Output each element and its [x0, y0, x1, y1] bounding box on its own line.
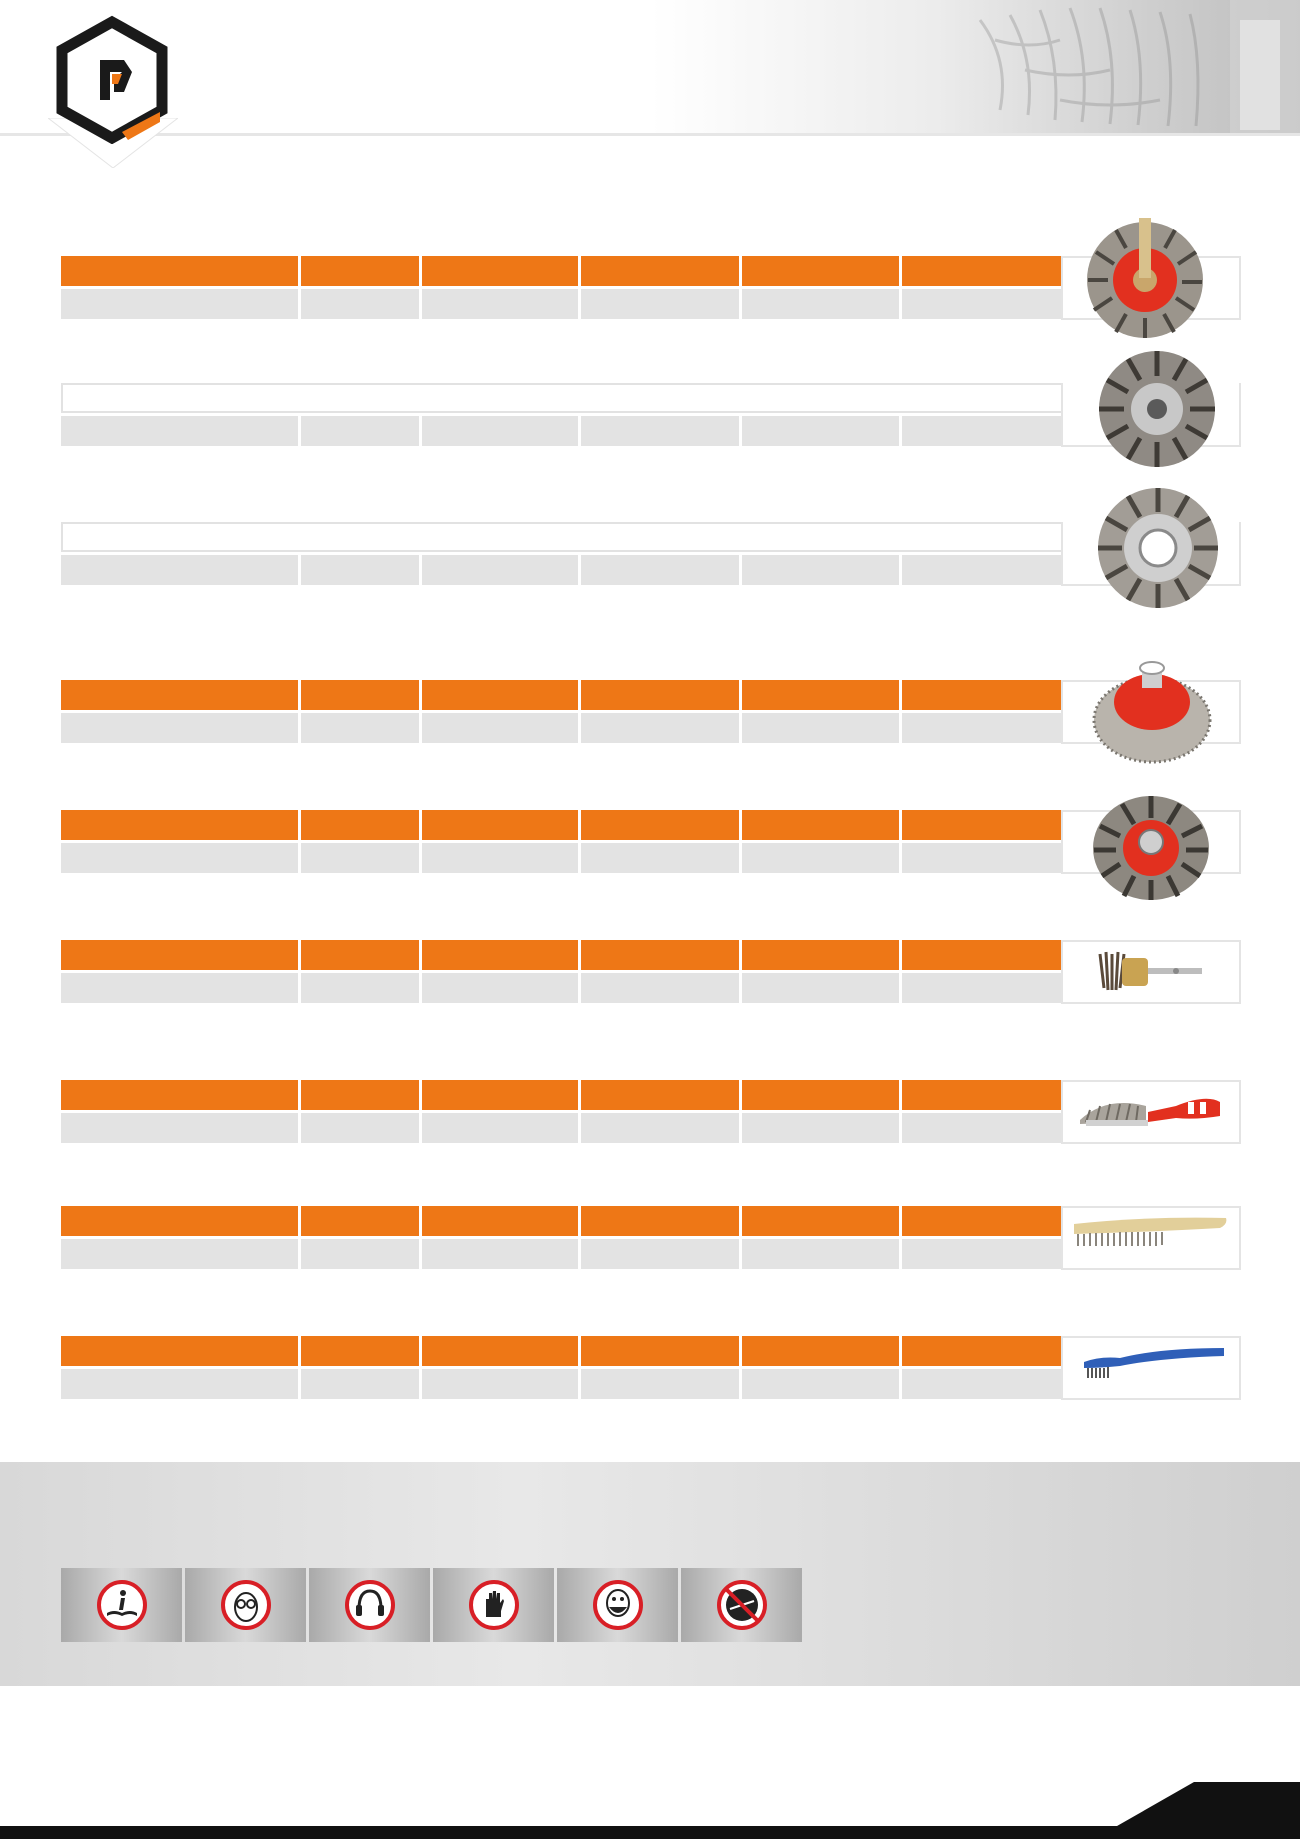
table-cell	[422, 1239, 579, 1269]
table-cell	[422, 843, 579, 873]
table-cell	[61, 843, 298, 873]
header-cell	[422, 1206, 579, 1236]
table-cell	[742, 713, 900, 743]
safety-cell	[61, 1568, 182, 1642]
header-brush-photo	[940, 0, 1300, 134]
header-cell	[422, 1336, 579, 1366]
table-cell	[301, 713, 419, 743]
table-cell	[581, 1369, 739, 1399]
table-cell	[61, 973, 298, 1003]
safety-cell	[557, 1568, 678, 1642]
safety-cell	[185, 1568, 306, 1642]
table-row	[61, 1113, 1061, 1143]
header-cell	[742, 1206, 900, 1236]
table-cell	[61, 416, 298, 446]
table-cell	[742, 416, 900, 446]
table-row	[61, 713, 1061, 743]
no-damaged-disc-icon	[716, 1579, 768, 1631]
table-header-row	[61, 1080, 1061, 1110]
header-cell	[581, 1336, 739, 1366]
header-cell	[902, 680, 1061, 710]
header-cell	[581, 1080, 739, 1110]
header-cell	[301, 1080, 419, 1110]
header-cell	[742, 680, 900, 710]
table-header-row	[61, 256, 1061, 286]
header-cell	[61, 940, 298, 970]
header-cell	[742, 810, 900, 840]
table-cell	[742, 1113, 900, 1143]
table-cell	[742, 973, 900, 1003]
table-cell	[422, 555, 579, 585]
table-header-row	[61, 810, 1061, 840]
table-cell	[301, 289, 419, 319]
table-row	[61, 289, 1061, 319]
header-cell	[301, 256, 419, 286]
safety-cell	[309, 1568, 430, 1642]
table-row	[61, 1369, 1061, 1399]
twisted-knot-bevel-brush-icon[interactable]	[1088, 790, 1214, 904]
table-cell	[422, 1369, 579, 1399]
table-cell	[61, 555, 298, 585]
read-instructions-icon	[96, 1579, 148, 1631]
table-row	[61, 555, 1061, 585]
header-cell	[581, 256, 739, 286]
header-cell	[301, 1336, 419, 1366]
header-cell	[301, 680, 419, 710]
table-cell	[581, 289, 739, 319]
product-table-1	[61, 256, 1241, 320]
wear-ear-protection-icon	[344, 1579, 396, 1631]
table-cell	[61, 1239, 298, 1269]
table-cell	[61, 1113, 298, 1143]
header-cell	[422, 940, 579, 970]
header-cell	[581, 1206, 739, 1236]
table-cell	[301, 555, 419, 585]
header-cell	[902, 940, 1061, 970]
table-cell	[422, 713, 579, 743]
product-table-8	[61, 1206, 1241, 1270]
table-cell	[581, 416, 739, 446]
product-table-2	[61, 383, 1241, 447]
crimped-bevel-brush-icon[interactable]	[1090, 658, 1214, 766]
header-cell	[422, 810, 579, 840]
product-table-9	[61, 1336, 1241, 1400]
page-header	[0, 0, 1300, 136]
header-cell	[301, 940, 419, 970]
table-cell	[742, 1239, 900, 1269]
table-cell	[581, 973, 739, 1003]
hand-wire-brush-wooden-handle-icon[interactable]	[1070, 1212, 1230, 1252]
table-header-row	[61, 940, 1061, 970]
table-row	[61, 1239, 1061, 1269]
table-row	[61, 973, 1061, 1003]
footer-wedge	[1110, 1780, 1300, 1830]
table-cell	[301, 416, 419, 446]
header-cell	[422, 1080, 579, 1110]
header-cell	[581, 940, 739, 970]
header-cell	[301, 810, 419, 840]
table-row	[61, 416, 1061, 446]
product-table-3	[61, 522, 1241, 586]
header-cell	[902, 256, 1061, 286]
header-cell	[742, 1080, 900, 1110]
table-cell	[742, 1369, 900, 1399]
table-cell	[422, 289, 579, 319]
table-cell	[902, 713, 1061, 743]
header-cell	[422, 680, 579, 710]
table-header-row	[61, 1206, 1061, 1236]
table-cell	[902, 1369, 1061, 1399]
header-cell	[742, 1336, 900, 1366]
wear-gloves-icon	[468, 1579, 520, 1631]
table-cell	[61, 1369, 298, 1399]
table-cell	[301, 1369, 419, 1399]
product-table-6	[61, 940, 1241, 1004]
header-cell	[581, 810, 739, 840]
wear-mask-icon	[592, 1579, 644, 1631]
table-cell	[902, 1239, 1061, 1269]
table-cell	[61, 289, 298, 319]
table-cell	[742, 289, 900, 319]
header-cell	[742, 256, 900, 286]
header-cell	[581, 680, 739, 710]
safety-cell	[681, 1568, 802, 1642]
safety-cell	[433, 1568, 554, 1642]
table-cell	[422, 416, 579, 446]
header-cell	[422, 256, 579, 286]
twisted-knot-wheel-brush-large-bore-icon[interactable]	[1094, 484, 1222, 612]
table-cell	[581, 1113, 739, 1143]
header-cell	[61, 1080, 298, 1110]
table-cell	[902, 843, 1061, 873]
table-cell	[742, 843, 900, 873]
table-cell	[902, 555, 1061, 585]
table-cell	[422, 1113, 579, 1143]
header-cell	[902, 1206, 1061, 1236]
table-cell	[902, 416, 1061, 446]
table-cell	[301, 1239, 419, 1269]
header-cell	[61, 1336, 298, 1366]
header-cell	[902, 810, 1061, 840]
table-cell	[61, 713, 298, 743]
table-cell	[301, 843, 419, 873]
end-brush-with-shank-icon[interactable]	[1096, 948, 1210, 996]
table-cell	[902, 973, 1061, 1003]
hand-wire-brush-plastic-handle-icon[interactable]	[1076, 1090, 1224, 1134]
table-row	[61, 843, 1061, 873]
table-cell	[301, 1113, 419, 1143]
footer-bar	[0, 1826, 1300, 1839]
header-cell	[742, 940, 900, 970]
header-cell	[61, 256, 298, 286]
product-table-4	[61, 680, 1241, 744]
table-cell	[422, 973, 579, 1003]
table-header-row	[61, 1336, 1061, 1366]
twisted-knot-wheel-brush-icon[interactable]	[1094, 346, 1220, 472]
wear-eye-protection-icon	[220, 1579, 272, 1631]
header-cell	[902, 1080, 1061, 1110]
header-divider	[0, 133, 1300, 136]
table-cell	[742, 555, 900, 585]
shank-twisted-knot-wheel-brush-icon[interactable]	[1080, 212, 1210, 342]
product-table-5	[61, 810, 1241, 874]
safety-icons-row	[61, 1568, 805, 1642]
table-cell	[581, 843, 739, 873]
product-table-7	[61, 1080, 1241, 1144]
header-cell	[301, 1206, 419, 1236]
table-cell	[301, 973, 419, 1003]
table-header-row	[61, 680, 1061, 710]
table-cell	[902, 289, 1061, 319]
header-cell	[61, 810, 298, 840]
header-cell	[902, 1336, 1061, 1366]
company-logo-icon[interactable]	[52, 14, 172, 144]
table-cell	[581, 555, 739, 585]
header-cell	[61, 1206, 298, 1236]
header-cell	[61, 680, 298, 710]
table-cell	[902, 1113, 1061, 1143]
table-cell	[581, 713, 739, 743]
table-cell	[581, 1239, 739, 1269]
small-hand-wire-brush-blue-icon[interactable]	[1080, 1342, 1228, 1382]
